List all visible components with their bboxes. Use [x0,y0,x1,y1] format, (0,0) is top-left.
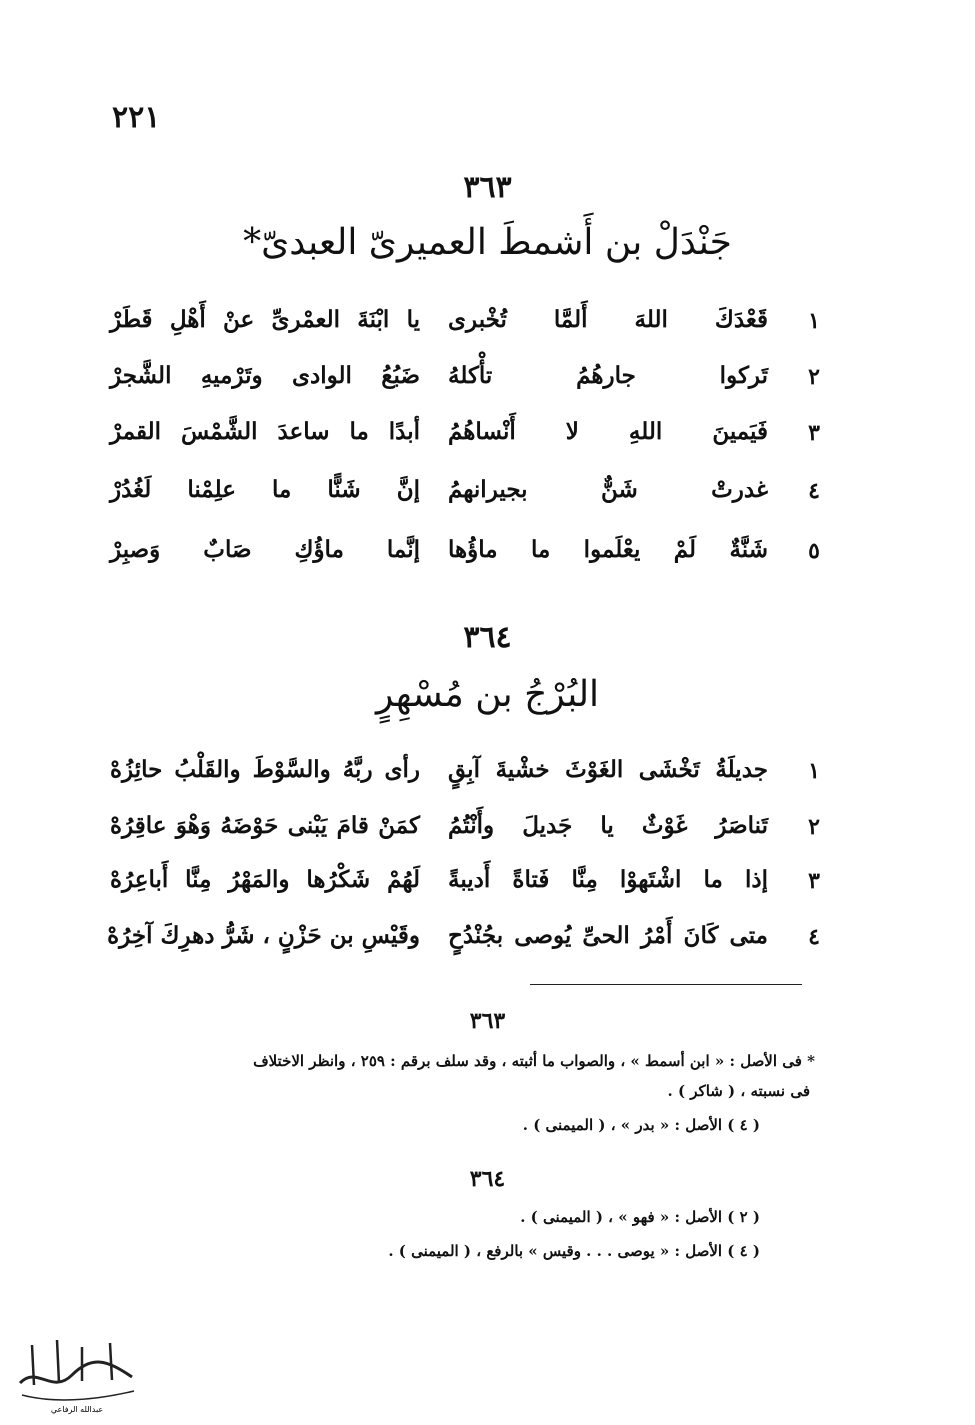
verse-second-hemistich: إنَّ شَنًّا ما علِمْنا لَغُدُرْ [110,476,420,503]
verse-second-hemistich: وقَيْسِ بن حَزْنٍ ، شَرُّ دهرِكَ آخِرُهْ [107,922,420,949]
footnote-heading: ٣٦٤ [469,1166,506,1192]
verse-number: ١ [808,308,820,334]
verse-line [100,472,820,516]
verse-second-hemistich: أبدًا ما ساعدَ الشَّمْسَ القمرْ [110,418,420,445]
verse-first-hemistich: تَناصَرُ غَوْثٌ يا جَديلَ وأَنْتُمُ [448,812,768,839]
footnote-line: ( ٤ ) الأصل : « بدر » ، ( الميمنى ) . [522,1116,760,1134]
verse-first-hemistich: شَنَّةٌ لَمْ يعْلَموا ما ماؤُها [448,536,768,563]
verse-number: ٥ [808,538,820,564]
verse-first-hemistich: فَيَمينَ اللهِ لا أَنْساهُمُ [448,418,768,445]
verse-line [100,918,820,962]
calligraphy-stamp-logo [12,1325,142,1415]
verse-first-hemistich: إذا ما اشْتَهوْا مِنَّا فَتاةً أَديبةً [448,866,768,893]
poem-title: البُرْجُ بن مُسْهِرٍ [375,674,600,715]
poem-number: ٣٦٤ [463,620,512,655]
verse-number: ٣ [808,420,820,446]
verse-line [100,862,820,906]
verse-line [100,414,820,458]
verse-first-hemistich: جديلَةُ تَخْشَى الغَوْثَ خشْيةَ آبِقٍ [448,756,768,783]
verse-first-hemistich: قَعْدَكَ اللهَ أَلمَّا تُخْبرى [448,306,768,333]
verse-line [100,532,820,576]
page-number: ٢٢١ [112,100,161,135]
verse-line [100,808,820,852]
verse-second-hemistich: يا ابْنَةَ العمْرىِّ عنْ أَهْلِ قَطَرْ [110,306,420,333]
footnote-line: ( ٤ ) الأصل : « يوصى . . . وقيس » بالرفع ، ( الميمنى ) . [388,1242,760,1260]
verse-second-hemistich: لَهُمْ شَكْرُها والمَهْرُ مِنَّا أَباعِرُهْ [110,866,420,893]
footnote-divider [530,984,802,985]
verse-line [100,358,820,402]
verse-number: ٢ [808,814,820,840]
footnote-line: * فى الأصل : « ابن أسمط » ، والصواب ما أثبته ، وقد سلف برقم : ٢٥٩ ، وانظر الاختلاف [253,1052,815,1070]
verse-line [100,302,820,346]
verse-number: ٢ [808,364,820,390]
verse-second-hemistich: كمَنْ قامَ يَبْنى حَوْضَهُ وَهْوَ عاقِرُهْ [110,812,420,839]
verse-number: ٣ [808,868,820,894]
verse-first-hemistich: متى كَانَ أَمْرُ الحىِّ يُوصى بجُنْدُحٍ [448,922,768,949]
footnote-line: ( ٢ ) الأصل : « فهو » ، ( الميمنى ) . [520,1208,760,1226]
poem-number: ٣٦٣ [463,170,512,205]
stamp-caption: عبدالله الرفاعي [50,1405,104,1414]
verse-second-hemistich: ضَبُعُ الوادى وتَرْميهِ الشَّجرْ [110,362,420,389]
footnote-line: فى نسبته ، ( شاكر ) . [667,1082,810,1100]
verse-number: ١ [808,758,820,784]
footnote-heading: ٣٦٣ [469,1008,506,1034]
verse-first-hemistich: غدرتْ شَنٌّ بجيرانهمُ [448,476,768,503]
verse-line [100,752,820,796]
verse-number: ٤ [808,924,820,950]
verse-second-hemistich: إنَّما ماؤُكِ صَابٌ وَصبِرْ [110,536,420,563]
verse-first-hemistich: تَركوا جارهُمُ تأْكلهُ [448,362,768,389]
verse-number: ٤ [808,478,820,504]
poem-title: جَنْدَلْ بن أَشمطَ العميرىّ العبدىّ* [243,222,732,263]
verse-second-hemistich: رأى ربَّهُ والسَّوْطَ والقَلْبُ حائِزُهْ [110,756,420,783]
